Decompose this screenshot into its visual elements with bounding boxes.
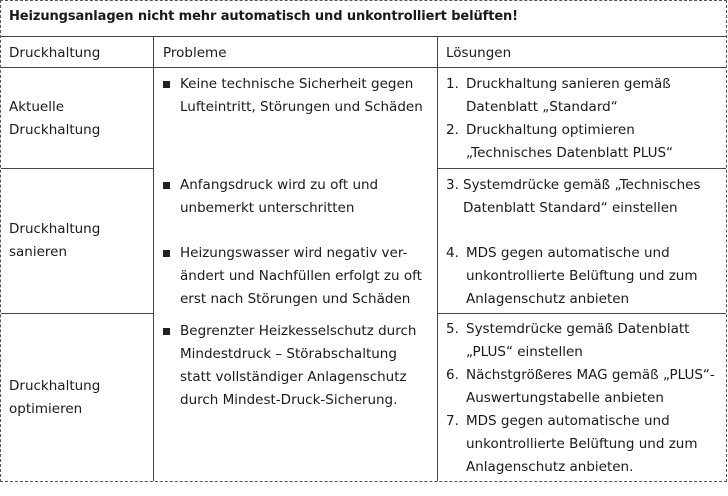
- bullet-square-icon: [163, 250, 170, 257]
- problem-line: durch Mindest-Druck-Sicherung.: [180, 392, 398, 408]
- row-label-line: Druckhaltung: [9, 378, 101, 394]
- bullet-square-icon: [163, 182, 170, 189]
- solution-line: Druckhaltung optimieren: [466, 122, 635, 138]
- problem-line: Keine technische Sicherheit gegen: [180, 76, 414, 92]
- row-label-sanieren: [9, 218, 100, 264]
- problem-line: statt vollständiger Anlagenschutz: [180, 369, 407, 385]
- solution-line: Auswertungstabelle anbieten: [466, 390, 664, 406]
- row-label-line: Aktuelle: [9, 99, 65, 115]
- row-label-line: Druckhaltung: [9, 122, 101, 138]
- solution-line: unkontrollierte Belüftung und zum: [466, 436, 698, 452]
- solution-line: Druckhaltung sanieren gemäß: [466, 76, 671, 92]
- title-divider: [1, 36, 726, 37]
- header-divider: [1, 67, 726, 68]
- solution-line: Datenblatt „Standard“: [466, 99, 618, 115]
- solution-line: Systemdrücke gemäß „Technisches: [463, 177, 701, 193]
- row-label-optimieren: [9, 375, 100, 421]
- bullet-square-icon: [163, 328, 170, 335]
- solution-line: Systemdrücke gemäß Datenblatt: [466, 321, 690, 337]
- solution-line: Anlagenschutz anbieten.: [466, 459, 634, 475]
- col-divider-1: [153, 36, 154, 481]
- row-label-aktuelle: [9, 96, 100, 142]
- solution-number: 6.: [446, 367, 459, 383]
- problem-line: unbemerkt unterschritten: [180, 200, 355, 216]
- header-druckhaltung: Druckhaltung: [9, 45, 101, 61]
- row-label-line: sanieren: [9, 244, 68, 260]
- solution-number: 7.: [446, 413, 459, 429]
- row-divider-1-right: [437, 168, 726, 169]
- problem-line: Anfangsdruck wird zu oft und: [180, 177, 379, 193]
- solution-line: Datenblatt Standard“ einstellen: [463, 200, 678, 216]
- bullet-square-icon: [163, 81, 170, 88]
- row-label-line: Druckhaltung: [9, 221, 101, 237]
- solution-number: 2.: [446, 122, 459, 138]
- problem-line: Mindestdruck – Störabschaltung: [180, 346, 397, 362]
- row-divider-2-right: [437, 313, 726, 314]
- solution-line: „Technisches Datenblatt PLUS“: [466, 145, 674, 161]
- solution-line: Anlagenschutz anbieten: [466, 291, 630, 307]
- problem-line: erst nach Störungen und Schäden: [180, 291, 411, 307]
- header-loesungen: Lösungen: [446, 45, 512, 61]
- solution-line: Nächstgrößeres MAG gemäß „PLUS“-: [466, 367, 715, 383]
- problem-line: Begrenzter Heizkesselschutz durch: [180, 323, 417, 339]
- row-divider-1-left: [1, 168, 154, 169]
- solution-line: unkontrollierte Belüftung und zum: [466, 268, 698, 284]
- problem-line: Lufteintritt, Störungen und Schäden: [180, 99, 423, 115]
- solution-number: 5.: [446, 321, 459, 337]
- solution-line: MDS gegen automatische und: [466, 413, 670, 429]
- header-probleme: Probleme: [163, 45, 227, 61]
- problem-line: Heizungswasser wird negativ ver-: [180, 245, 408, 261]
- problem-line: ändert und Nachfüllen erfolgt zu oft: [180, 268, 422, 284]
- solution-line: MDS gegen automatische und: [466, 245, 670, 261]
- row-divider-2-left: [1, 313, 154, 314]
- solution-number: 1.: [446, 76, 459, 92]
- col-divider-2: [437, 36, 438, 481]
- solution-number: 3.: [446, 177, 459, 193]
- table-title: Heizungsanlagen nicht mehr automatisch und unkontrolliert belüften!: [9, 9, 519, 24]
- solution-line: „PLUS“ einstellen: [466, 344, 583, 360]
- row-label-line: optimieren: [9, 401, 83, 417]
- solution-number: 4.: [446, 245, 459, 261]
